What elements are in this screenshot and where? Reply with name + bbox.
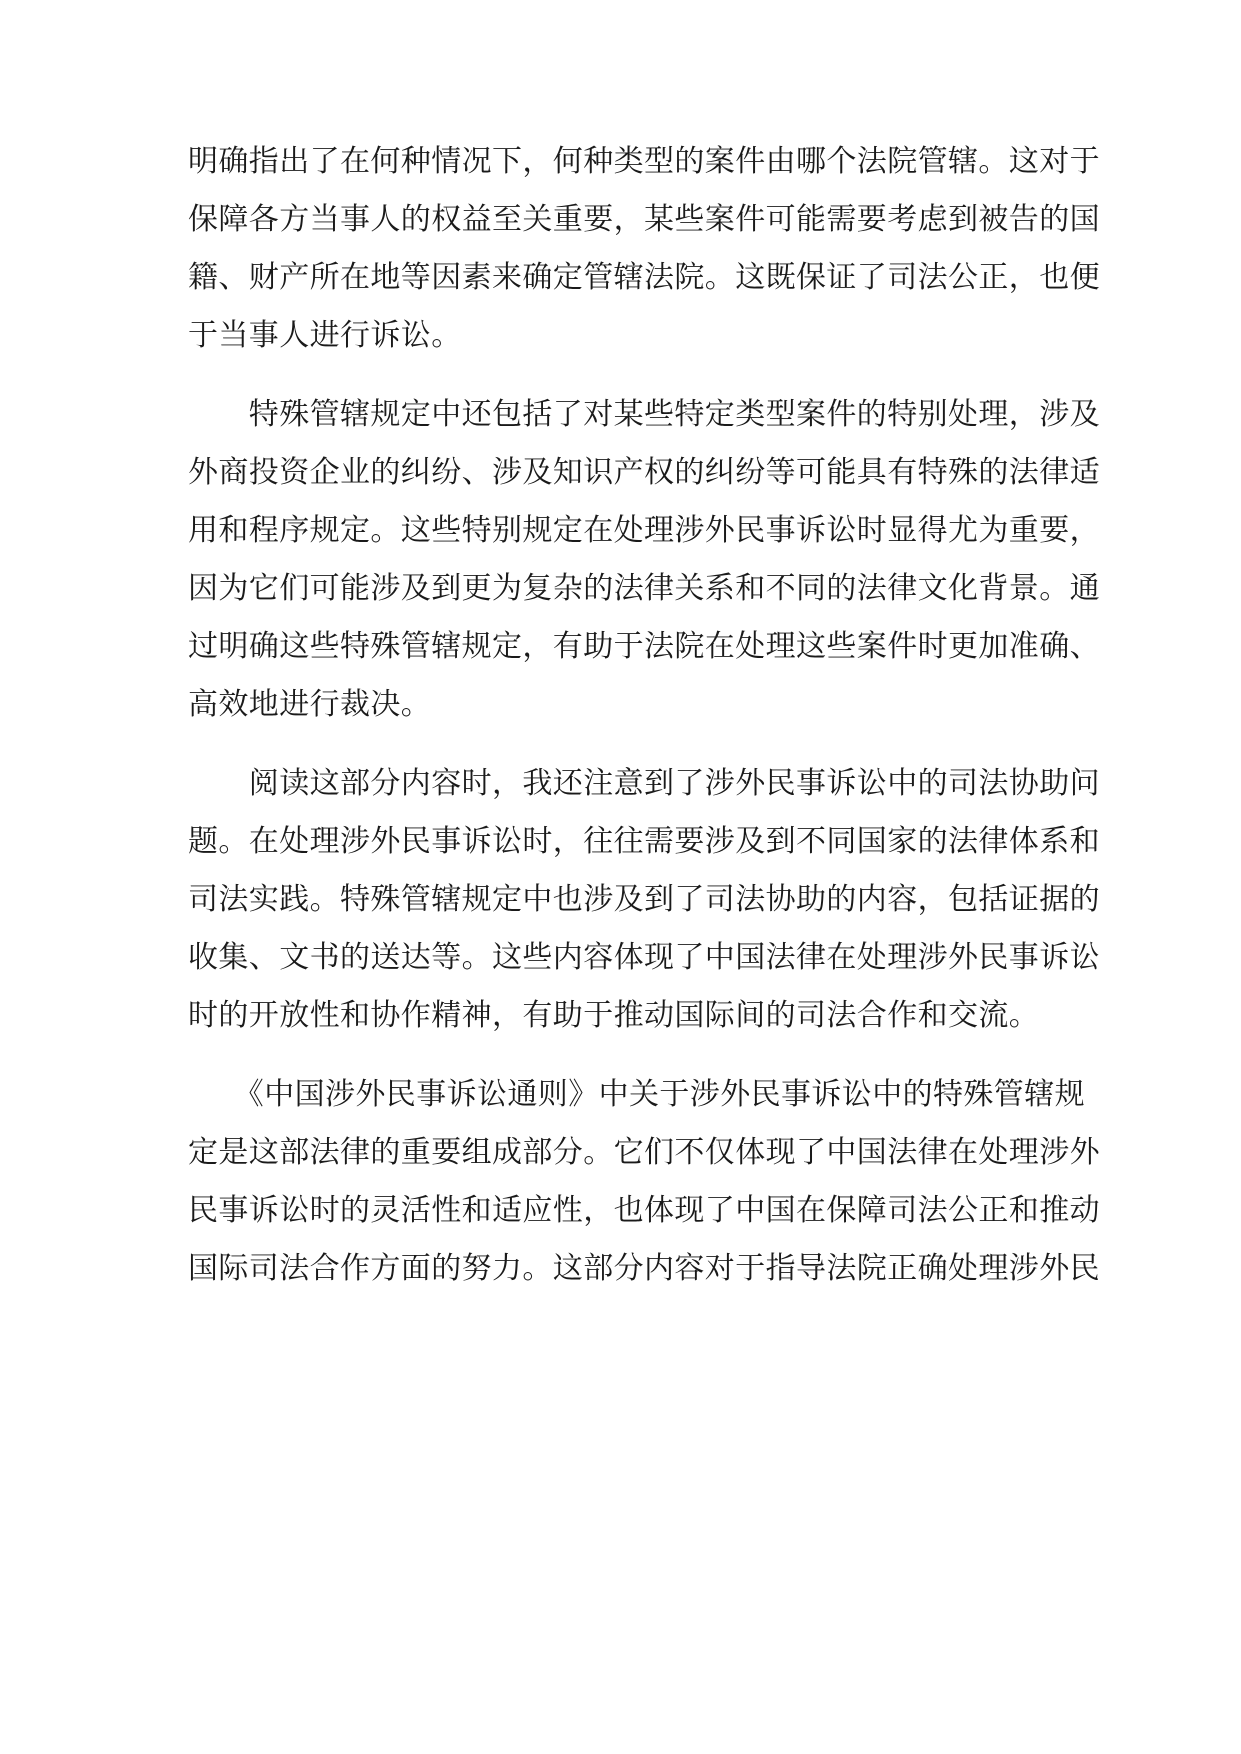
text-line: 明确指出了在何种情况下，何种类型的案件由哪个法院管辖。这对于 xyxy=(188,144,1100,179)
text-line: 用和程序规定。这些特别规定在处理涉外民事诉讼时显得尤为重要， xyxy=(188,513,1100,548)
paragraph xyxy=(188,755,1100,1045)
text-line: 于当事人进行诉讼。 xyxy=(188,318,462,353)
text-line: 国际司法合作方面的努力。这部分内容对于指导法院正确处理涉外民 xyxy=(188,1251,1100,1286)
text-line: 保障各方当事人的权益至关重要，某些案件可能需要考虑到被告的国 xyxy=(188,202,1100,237)
text-line: 收集、文书的送达等。这些内容体现了中国法律在处理涉外民事诉讼 xyxy=(188,940,1100,975)
text-line: 籍、财产所在地等因素来确定管辖法院。这既保证了司法公正，也便 xyxy=(188,260,1100,295)
paragraph xyxy=(188,1066,1100,1298)
text-line: 外商投资企业的纠纷、涉及知识产权的纠纷等可能具有特殊的法律适 xyxy=(188,455,1100,490)
text-line: 时的开放性和协作精神，有助于推动国际间的司法合作和交流。 xyxy=(188,998,1040,1033)
text-line: 阅读这部分内容时，我还注意到了涉外民事诉讼中的司法协助问 xyxy=(188,766,1100,801)
paragraph xyxy=(188,133,1100,365)
paragraph xyxy=(188,386,1100,734)
text-line: 司法实践。特殊管辖规定中也涉及到了司法协助的内容，包括证据的 xyxy=(188,882,1100,917)
text-line: 定是这部法律的重要组成部分。它们不仅体现了中国法律在处理涉外 xyxy=(188,1135,1100,1170)
text-line: 题。在处理涉外民事诉讼时，往往需要涉及到不同国家的法律体系和 xyxy=(188,824,1100,859)
text-line: 特殊管辖规定中还包括了对某些特定类型案件的特别处理，涉及 xyxy=(188,397,1100,432)
body-text xyxy=(188,133,1100,1298)
text-line: 过明确这些特殊管辖规定，有助于法院在处理这些案件时更加准确、 xyxy=(188,629,1100,664)
text-line: 民事诉讼时的灵活性和适应性，也体现了中国在保障司法公正和推动 xyxy=(188,1193,1100,1228)
text-line: 高效地进行裁决。 xyxy=(188,687,432,722)
text-line: 因为它们可能涉及到更为复杂的法律关系和不同的法律文化背景。通 xyxy=(188,571,1100,606)
text-line: 《中国涉外民事诉讼通则》中关于涉外民事诉讼中的特殊管辖规 xyxy=(188,1077,1085,1112)
